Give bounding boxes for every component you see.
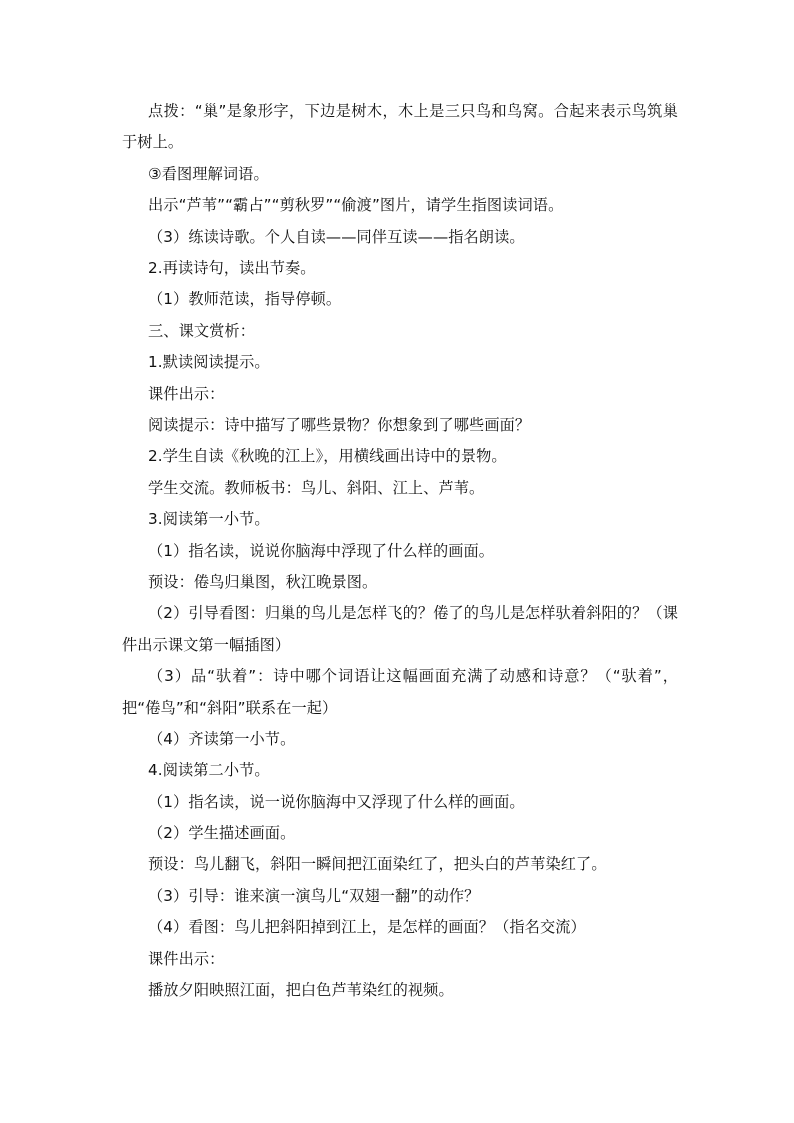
paragraph-section-one: 3.阅读第一小节。 bbox=[148, 510, 270, 529]
paragraph-preset-2: 预设：鸟儿翻飞，斜阳一瞬间把江面染红了，把头白的芦苇染红了。 bbox=[148, 855, 607, 874]
paragraph-practice-reading: （3）练读诗歌。个人自读——同伴互读——指名朗读。 bbox=[148, 227, 525, 246]
paragraph-silent-reading: 1.默读阅读提示。 bbox=[148, 353, 270, 372]
section-heading-appreciation: 三、课文赏析： bbox=[148, 321, 256, 340]
paragraph-act-out: （3）引导：谁来演一演鸟儿“双翅一翻”的动作？ bbox=[148, 886, 480, 905]
paragraph-named-reading-1: （1）指名读，说说你脑海中浮现了什么样的画面。 bbox=[148, 541, 495, 560]
paragraph-look-picture-2: （4）看图：鸟儿把斜阳掉到江上，是怎样的画面？（指名交流） bbox=[148, 918, 586, 937]
paragraph-self-reading: 2.学生自读《秋晚的江上》，用横线画出诗中的景物。 bbox=[148, 447, 507, 466]
paragraph-look-picture: ③看图理解词语。 bbox=[148, 164, 269, 183]
paragraph-teacher-model: （1）教师范读，指导停顿。 bbox=[148, 290, 342, 309]
paragraph-reading-prompt: 阅读提示：诗中描写了哪些景物？你想象到了哪些画面？ bbox=[148, 415, 531, 434]
paragraph-savor-tuozhe: （3）品“驮着”：诗中哪个词语让这幅画面充满了动感和诗意？（“驮着”，把“倦鸟”和“斜阳”联系在一起） bbox=[122, 667, 678, 717]
paragraph-section-two: 4.阅读第二小节。 bbox=[148, 761, 270, 780]
document-body bbox=[122, 96, 678, 1006]
paragraph-describe-picture: （2）学生描述画面。 bbox=[148, 824, 296, 843]
paragraph-read-together: （4）齐读第一小节。 bbox=[148, 729, 296, 748]
paragraph-named-reading-2: （1）指名读，说一说你脑海中又浮现了什么样的画面。 bbox=[148, 792, 525, 811]
paragraph-play-video: 播放夕阳映照江面，把白色芦苇染红的视频。 bbox=[148, 981, 454, 1000]
paragraph-reread-rhythm: 2.再读诗句，读出节奏。 bbox=[148, 258, 316, 277]
paragraph-guide-picture: （2）引导看图：归巢的鸟儿是怎样飞的？倦了的鸟儿是怎样驮着斜阳的？（课件出示课文第一幅插图） bbox=[122, 604, 678, 654]
paragraph-show-pictures: 出示“芦苇”“霸占”“剪秋罗”“偷渡”图片，请学生指图读词语。 bbox=[148, 196, 564, 215]
paragraph-student-exchange: 学生交流。教师板书：鸟儿、斜阳、江上、芦苇。 bbox=[148, 478, 485, 497]
paragraph-courseware-show-2: 课件出示： bbox=[148, 949, 225, 968]
paragraph-hint-chao: 点拨：“巢”是象形字，下边是树木，木上是三只鸟和鸟窝。合起来表示鸟筑巢于树上。 bbox=[122, 102, 678, 152]
paragraph-courseware-show-1: 课件出示： bbox=[148, 384, 225, 403]
paragraph-preset-1: 预设：倦鸟归巢图，秋江晚景图。 bbox=[148, 572, 378, 591]
